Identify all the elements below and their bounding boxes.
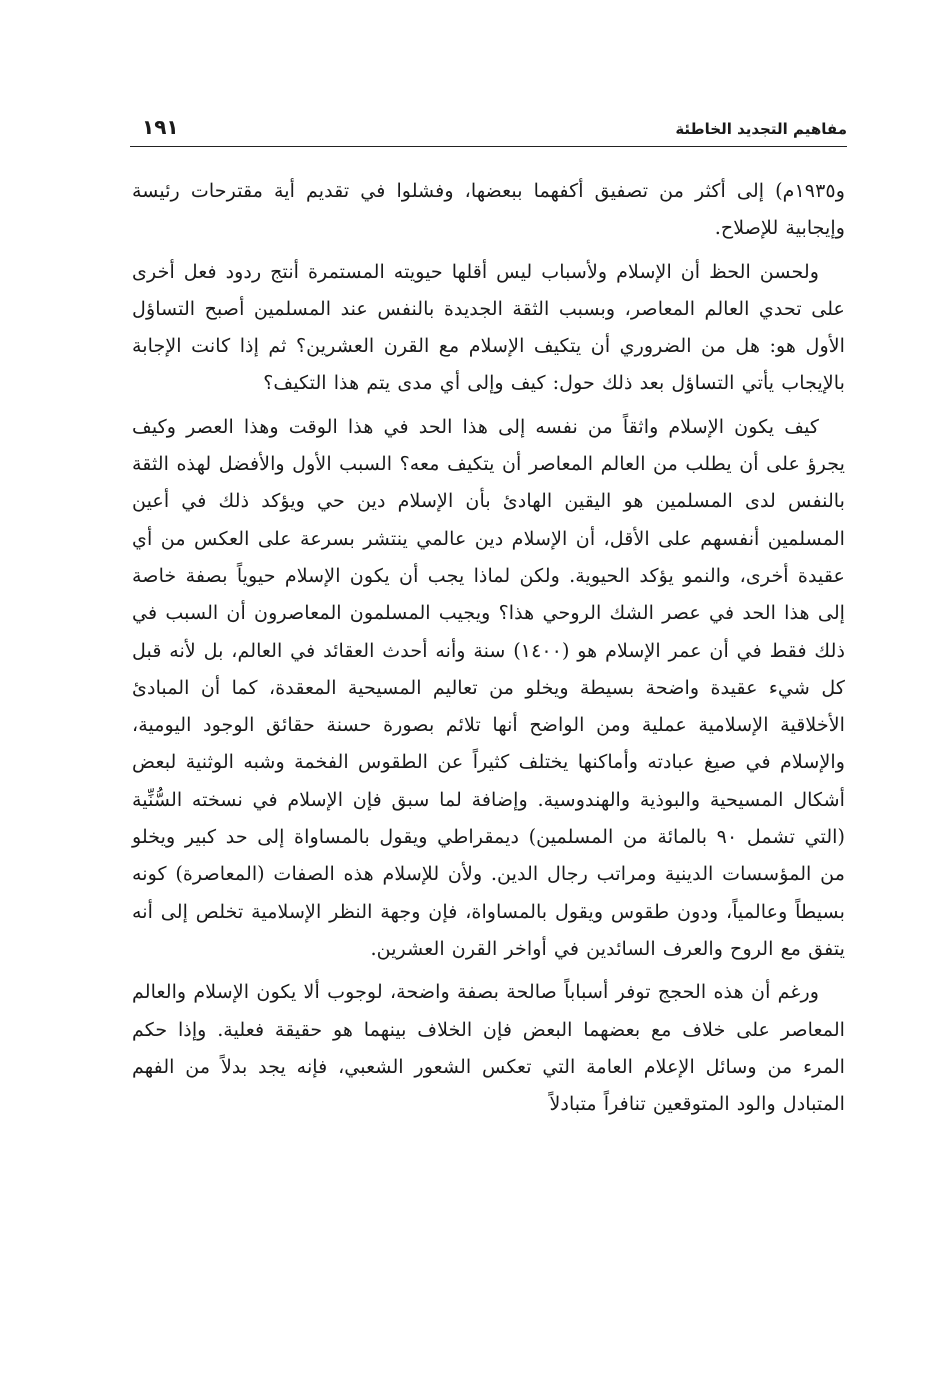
paragraph-continued: و١٩٣٥م) إلى أكثر من تصفيق أكفهما ببعضها، وفشلوا في تقديم أية مقترحات رئيسة وإيجابية للإصلاح. (132, 179, 845, 240)
paragraph: ورغم أن هذه الحجج توفر أسباباً صالحة بصفة واضحة، لوجوب ألا يكون الإسلام والعالم المعاصر على خلاف مع بعضهما البعض فإن الخلاف بينهما هو حقيقة فعلية. وإذا حكم المرء من وسائل الإعلام العامة التي تعكس الشعور الشعبي، فإنه يجد بدلاً من الفهم المتبادل والود المتوقعين تنافراً متبادلاً (132, 980, 845, 1116)
running-title: مفاهيم التجديد الخاطئة (675, 120, 847, 138)
header-rule (130, 146, 847, 147)
page-number: ١٩١ (142, 115, 179, 139)
running-head (130, 112, 847, 148)
body-text (132, 172, 845, 1128)
paragraph: كيف يكون الإسلام واثقاً من نفسه إلى هذا الحد في هذا الوقت وهذا العصر وكيف يجرؤ على أن يطلب من العالم المعاصر أن يتكيف معه؟ السبب الأول والأفضل لهذه الثقة بالنفس لدى المسلمين هو اليقين الهادئ بأن الإسلام دين حي ويؤكد ذلك في أعين المسلمين أنفسهم على الأقل، أن الإسلام دين عالمي ينتشر بسرعة على العكس من أي عقيدة أخرى، والنمو يؤكد الحيوية. ولكن لماذا يجب أن يكون الإسلام حيوياً بصفة خاصة إلى هذا الحد في عصر الشك الروحي هذا؟ ويجيب المسلمون المعاصرون أن السبب في ذلك فقط في أن عمر الإسلام هو (١٤٠٠) سنة وأنه أحدث العقائد في العالم، بل لأنه قبل كل شيء عقيدة واضحة بسيطة ويخلو من تعاليم المسيحية المعقدة، كما أن المبادئ الأخلاقية الإسلامية عملية ومن الواضح أنها تلائم بصورة حسنة حقائق الوجود اليومية، والإسلام في صيغ عبادته وأماكنها يختلف كثيراً عن الطقوس الفخمة وشبه الوثنية لبعض أشكال المسيحية والبوذية والهندوسية. وإضافة لما سبق فإن الإسلام في نسخته السُّنِّية (التي تشمل ٩٠ بالمائة من المسلمين) ديمقراطي ويقول بالمساواة إلى حد كبير ويخلو من المؤسسات الدينية ومراتب رجال الدين. ولأن للإسلام هذه الصفات (المعاصرة) كونه بسيطاً وعالمياً، ودون طقوس ويقول بالمساواة، فإن وجهة النظر الإسلامية تخلص إلى أنه يتفق مع الروح والعرف السائدين في أواخر القرن العشرين. (132, 414, 845, 960)
paragraph: ولحسن الحظ أن الإسلام ولأسباب ليس أقلها حيويته المستمرة أنتج ردود فعل أخرى على تحدي العالم المعاصر، وبسبب الثقة الجديدة بالنفس عند المسلمين أصبح التساؤل الأول هو: هل من الضروري أن يتكيف الإسلام مع القرن العشرين؟ ثم إذا كانت الإجابة بالإيجاب يأتي التساؤل بعد ذلك حول: كيف وإلى أي مدى يتم هذا التكيف؟ (132, 259, 845, 395)
